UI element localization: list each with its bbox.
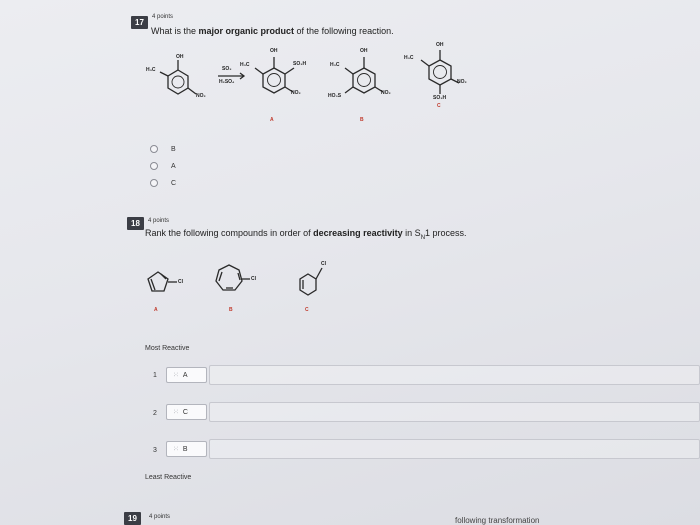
reagent-so3-label: SO₃ (222, 66, 232, 72)
product-c-letter: C (437, 103, 441, 109)
drag-handle-icon[interactable]: ⁙ (173, 409, 178, 416)
compound-a-cl-label: Cl (178, 279, 183, 285)
question-number-badge: 17 (131, 16, 148, 29)
oh-label: OH (176, 54, 184, 60)
compound-c-letter: C (305, 307, 309, 313)
product-c-so3h-label: SO₃H (433, 95, 447, 101)
rank-number: 3 (153, 447, 157, 454)
question-number-badge: 18 (127, 217, 144, 230)
product-c-ring (421, 50, 459, 94)
option-label: C (171, 179, 177, 187)
question-points: 4 points (152, 14, 174, 20)
question-text: Rank the following compounds in order of decreasing reactivity in $S_N1$ process. (145, 228, 467, 241)
compound-c-ring (300, 268, 322, 295)
rank-number: 1 (153, 372, 157, 379)
product-a-ring (255, 57, 294, 93)
product-c-oh-label: OH (436, 42, 444, 48)
question-text-partial: following transformation (455, 516, 540, 525)
reagent-h2so4-label: H₂SO₄ (219, 79, 235, 85)
rank-item-c[interactable] (166, 404, 207, 420)
most-reactive-label: Most Reactive (145, 345, 190, 352)
rank-item-label: A (182, 371, 188, 379)
product-a-letter: A (270, 117, 274, 123)
answer-option-b[interactable] (150, 143, 176, 155)
option-label: A (171, 162, 176, 170)
question-points: 4 points (148, 218, 170, 224)
product-b-h3c-label: H₃C (330, 62, 340, 68)
least-reactive-label: Least Reactive (145, 474, 192, 481)
answer-option-c[interactable] (150, 177, 176, 189)
drag-handle-icon[interactable]: ⁙ (173, 372, 178, 379)
compound-a-letter: A (154, 307, 158, 313)
rank-item-label: B (182, 445, 188, 453)
drag-handle-icon[interactable]: ⁙ (173, 446, 178, 453)
question-points: 4 points (149, 514, 171, 520)
h3c-label: H₃C (146, 67, 156, 73)
product-a-oh-label: OH (270, 48, 278, 54)
question-text: What is the major organic product of the following reaction. (151, 26, 394, 36)
product-a-no2-label: NO₂ (291, 90, 301, 96)
product-b-letter: B (360, 117, 364, 123)
product-b-oh-label: OH (360, 48, 368, 54)
product-b-ring (345, 57, 383, 93)
product-b-no2-label: NO₂ (381, 90, 391, 96)
compound-c-cl-label: Cl (321, 261, 326, 267)
product-b-ho3s-label: HO₃S (328, 93, 342, 99)
compound-a-ring (148, 272, 177, 291)
compound-b-ring (216, 265, 250, 290)
no2-label: NO₂ (196, 93, 206, 99)
starting-material-ring (160, 60, 196, 94)
question-number-badge: 19 (124, 512, 141, 525)
radio-button[interactable] (150, 179, 158, 187)
rank-item-b[interactable] (166, 441, 207, 457)
compound-b-cl-label: Cl (251, 276, 256, 282)
product-a-h3c-label: H₃C (240, 62, 250, 68)
radio-button[interactable] (150, 162, 158, 170)
compound-b-letter: B (229, 307, 233, 313)
option-label: B (171, 145, 176, 153)
product-a-so3h-label: SO₃H (293, 61, 307, 67)
product-c-no2-label: NO₂ (457, 79, 467, 85)
rank-drop-zone[interactable] (209, 365, 700, 385)
rank-drop-zone[interactable] (209, 439, 700, 459)
rank-drop-zone[interactable] (209, 402, 700, 422)
rank-number: 2 (153, 410, 157, 417)
answer-option-a[interactable] (150, 160, 176, 172)
rank-item-label: C (182, 408, 188, 416)
product-c-h3c-label: H₃C (404, 55, 414, 61)
rank-item-a[interactable] (166, 367, 207, 383)
radio-button[interactable] (150, 145, 158, 153)
